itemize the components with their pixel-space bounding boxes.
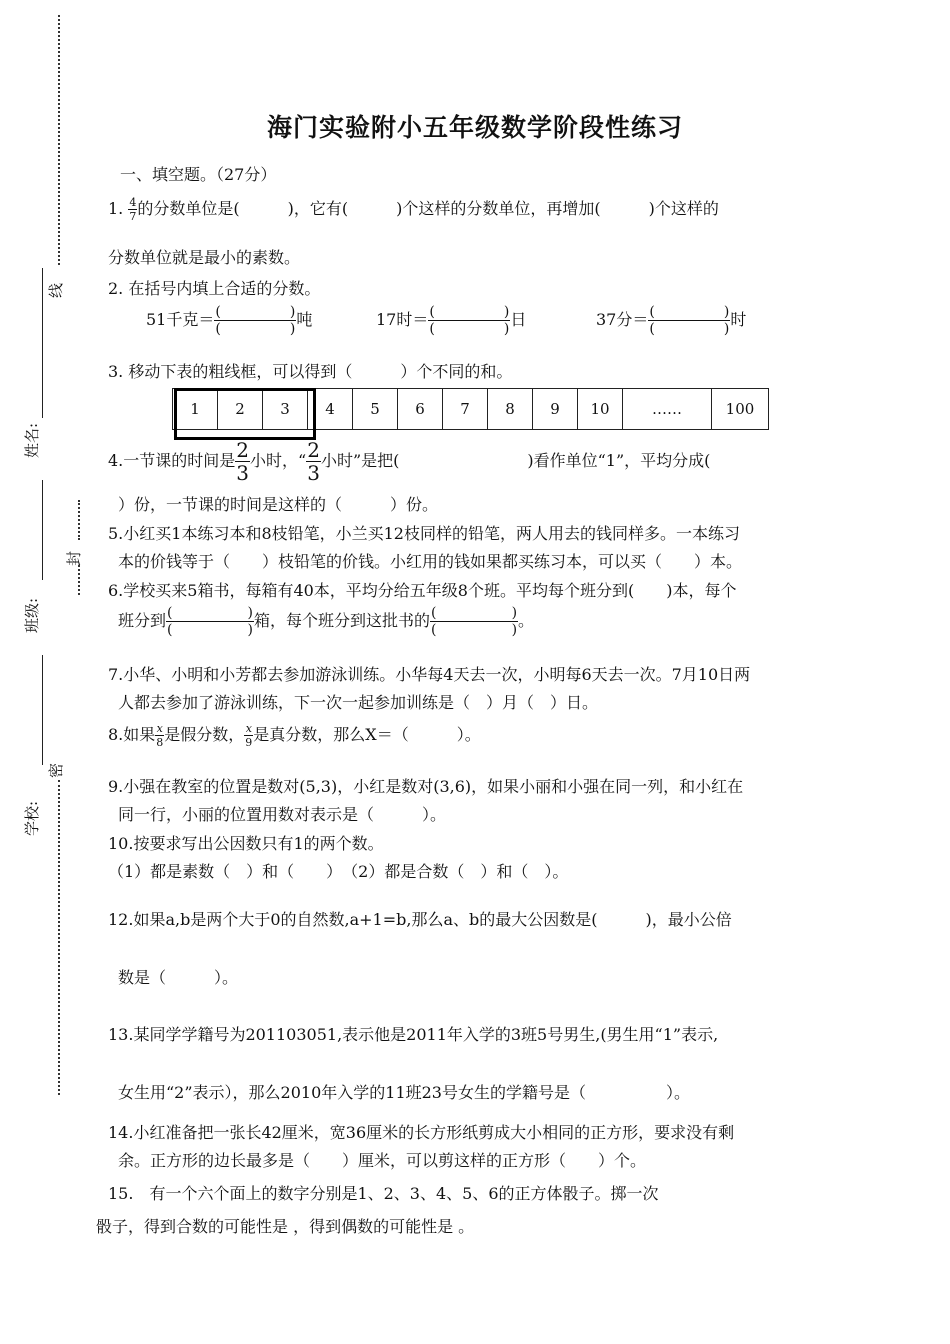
q6-blank-fraction-2[interactable]: ( ) ( ) (431, 605, 518, 638)
q2-blank-fraction-3[interactable]: ( ) ( ) (649, 304, 730, 337)
table-cell: 5 (353, 389, 398, 430)
school-underline (42, 655, 43, 765)
q9-line2: 同一行，小丽的位置用数对表示是（ ）。 (118, 805, 447, 824)
table-cell: 4 (308, 389, 353, 430)
q7-line2: 人都去参加了游泳训练，下一次一起参加训练是（ ）月（ ）日。 (118, 693, 599, 712)
q15-line2: 骰子，得到合数的可能性是 ，得到偶数的可能性是 。 (96, 1217, 475, 1236)
q14-line1: 14.小红准备把一张长42厘米，宽36厘米的长方形纸剪成大小相同的正方形，要求没有剩 (108, 1123, 735, 1142)
q2-blank-fraction-2[interactable]: ( ) ( ) (429, 304, 510, 337)
q5-line2: 本的价钱等于（ ）枝铅笔的价钱。小红用的钱如果都买练习本，可以买（ ）本。 (118, 552, 743, 571)
class-label: 班级: (23, 597, 42, 634)
q1-number: 1. (108, 199, 124, 218)
margin-line-label: 线 (47, 282, 66, 299)
thick-frame[interactable] (174, 388, 316, 440)
q10-line1: 10.按要求写出公因数只有1的两个数。 (108, 834, 384, 853)
q1-text-b: 分数单位就是最小的素数。 (108, 248, 301, 267)
q2-item-2: 17时＝ ( ) ( ) 日 (376, 304, 527, 337)
margin-seal-label: 封 (65, 550, 84, 567)
question-8: 8.如果 $\frac{x}{8}$ 是假分数， $\frac{x}{9}$ 是真分数，那么X＝（ ）。 (108, 722, 481, 749)
q1-fraction: $\frac{4}{7}$ (129, 196, 137, 223)
table-cell: 3 (263, 389, 308, 430)
q9-line1: 9.小强在教室的位置是数对(5,3)，小红是数对(3,6)，如果小丽和小强在同一列，和小红在 (108, 777, 744, 796)
dotted-line-mid2 (78, 565, 80, 595)
table-cell: …… (623, 389, 712, 430)
table-cell: 8 (488, 389, 533, 430)
q6-line2: 班分到 ( ) ( ) 箱，每个班分到这批书的 ( ) ( ) 。 (118, 605, 535, 638)
table-cell: 9 (533, 389, 578, 430)
dotted-line-mid1 (78, 500, 80, 540)
q13-line1: 13.某同学学籍号为201103051,表示他是2011年入学的3班5号男生,(男生用“1”表示, (108, 1025, 719, 1044)
question-4: 4.一节课的时间是 $\frac{2}{3}$ 小时，“ $\frac{2}{3}$ 小时”是把( )看作单位“1”，平均分成( (108, 438, 711, 485)
q10-line2: （1）都是素数（ ）和（ ） （2）都是合数（ ）和（ ）。 (108, 862, 569, 881)
q6-line1: 6.学校买来5箱书，每箱有40本，平均分给五年级8个班。平均每个班分到( )本，每个 (108, 581, 737, 600)
q15-line1: 15. 有一个六个面上的数字分别是1、2、3、4、5、6的正方体骰子。掷一次 (108, 1184, 659, 1203)
table-cell: 10 (578, 389, 623, 430)
q12-line1: 12.如果a,b是两个大于0的自然数,a+1=b,那么a、b的最大公因数是( )，最小公倍 (108, 910, 732, 929)
class-underline (42, 480, 43, 580)
section-heading: 一、填空题。（27分） (120, 165, 277, 184)
q8-fraction-1: $\frac{x}{8}$ (156, 722, 164, 749)
school-label: 学校: (23, 800, 42, 837)
question-3: 3. 移动下表的粗线框，可以得到（ ）个不同的和。 (108, 362, 513, 381)
table-cell: 1 (173, 389, 218, 430)
q13-line2: 女生用“2”表示），那么2010年入学的11班23号女生的学籍号是（ ）。 (118, 1083, 690, 1102)
name-label: 姓名: (23, 422, 42, 459)
q4-line2: ）份，一节课的时间是这样的（ ）份。 (118, 495, 439, 514)
name-underline (42, 268, 43, 418)
q2-item-3: 37分＝ ( ) ( ) 时 (596, 304, 747, 337)
table-cell: 2 (218, 389, 263, 430)
table-cell: 100 (712, 389, 769, 430)
q14-line2: 余。正方形的边长最多是（ ）厘米，可以剪这样的正方形（ ）个。 (118, 1151, 647, 1170)
q12-line2: 数是（ ）。 (118, 968, 239, 987)
q5-line1: 5.小红买1本练习本和8枝铅笔，小兰买12枝同样的铅笔，两人用去的钱同样多。一本练习 (108, 524, 740, 543)
q7-line1: 7.小华、小明和小芳都去参加游泳训练。小华每4天去一次，小明每6天去一次。7月10日两 (108, 665, 751, 684)
q6-blank-fraction-1[interactable]: ( ) ( ) (167, 605, 254, 638)
q4-fraction-1: $\frac{2}{3}$ (236, 438, 250, 485)
dotted-line-bottom (58, 780, 60, 1095)
q1-text-a: 的分数单位是( )，它有( )个这样的分数单位，再增加( )个这样的 (137, 199, 719, 218)
margin-secret-label: 密 (47, 762, 66, 779)
table-cell: 7 (443, 389, 488, 430)
q4-fraction-2: $\frac{2}{3}$ (307, 438, 320, 485)
question-2: 2. 在括号内填上合适的分数。 (108, 279, 321, 298)
question-1 (108, 196, 719, 222)
q8-fraction-2: $\frac{x}{9}$ (245, 722, 253, 749)
q2-blank-fraction-1[interactable]: ( ) ( ) (215, 304, 296, 337)
q2-item-1: 51千克＝ ( ) ( ) 吨 (146, 304, 313, 337)
table-cell: 6 (398, 389, 443, 430)
page-title: 海门实验附小五年级数学阶段性练习 (266, 113, 683, 142)
